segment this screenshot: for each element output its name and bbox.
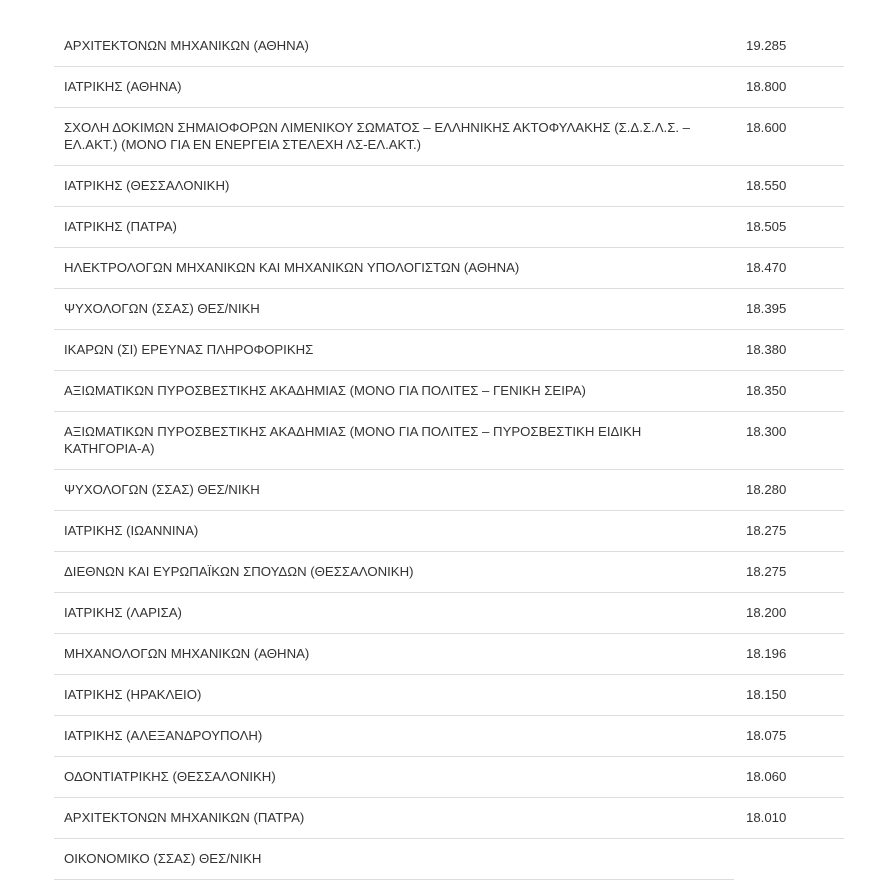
table-row — [54, 470, 844, 511]
score-value: 19.285 — [746, 38, 787, 53]
school-name: ΙΑΤΡΙΚΗΣ (ΙΩΑΝΝΙΝΑ) — [64, 523, 199, 538]
school-name: ΨΥΧΟΛΟΓΩΝ (ΣΣΑΣ) ΘΕΣ/ΝΙΚΗ — [64, 301, 260, 316]
score-value: 18.380 — [746, 342, 787, 357]
table-row — [54, 289, 844, 330]
table-row — [54, 248, 844, 289]
score-value: 18.280 — [746, 482, 787, 497]
scores-table-body — [54, 26, 844, 880]
table-row — [54, 166, 844, 207]
school-name: ΟΙΚΟΝΟΜΙΚΟ (ΣΣΑΣ) ΘΕΣ/ΝΙΚΗ — [54, 839, 734, 880]
score-value: 18.275 — [746, 564, 787, 579]
table-row — [54, 330, 844, 371]
table-row — [54, 371, 844, 412]
table-row — [54, 675, 844, 716]
table-row — [54, 412, 844, 470]
table-row — [54, 716, 844, 757]
table-row — [54, 108, 844, 166]
score-value: 18.800 — [746, 79, 787, 94]
table-row — [54, 67, 844, 108]
school-name: ΜΗΧΑΝΟΛΟΓΩΝ ΜΗΧΑΝΙΚΩΝ (ΑΘΗΝΑ) — [64, 646, 310, 661]
score-value: 18.550 — [746, 178, 787, 193]
school-name: ΨΥΧΟΛΟΓΩΝ (ΣΣΑΣ) ΘΕΣ/ΝΙΚΗ — [64, 482, 260, 497]
scores-table-container — [54, 26, 844, 880]
table-row — [54, 839, 844, 880]
school-name: ΑΡΧΙΤΕΚΤΟΝΩΝ ΜΗΧΑΝΙΚΩΝ (ΠΑΤΡΑ) — [64, 810, 305, 825]
school-name: ΔΙΕΘΝΩΝ ΚΑΙ ΕΥΡΩΠΑΪΚΩΝ ΣΠΟΥΔΩΝ (ΘΕΣΣΑΛΟΝΙΚΗ) — [64, 564, 414, 579]
school-name: ΣΧΟΛΗ ΔΟΚΙΜΩΝ ΣΗΜΑΙΟΦΟΡΩΝ ΛΙΜΕΝΙΚΟΥ ΣΩΜΑΤΟΣ – ΕΛΛΗΝΙΚΗΣ ΑΚΤΟΦΥΛΑΚΗΣ (Σ.Δ.Σ.Λ.Σ. – ΕΛ.ΑΚΤ.) (ΜΟΝΟ ΓΙΑ ΕΝ ΕΝΕΡΓΕΙΑ ΣΤΕΛΕΧΗ ΛΣ-ΕΛ.ΑΚΤ.) — [64, 120, 691, 152]
score-value: 18.275 — [746, 523, 787, 538]
score-value: 18.600 — [746, 120, 787, 135]
school-name: ΙΚΑΡΩΝ (ΣΙ) ΕΡΕΥΝΑΣ ΠΛΗΡΟΦΟΡΙΚΗΣ — [64, 342, 314, 357]
score-value: 18.075 — [746, 728, 787, 743]
table-row — [54, 511, 844, 552]
school-name: ΑΞΙΩΜΑΤΙΚΩΝ ΠΥΡΟΣΒΕΣΤΙΚΗΣ ΑΚΑΔΗΜΙΑΣ (ΜΟΝΟ ΓΙΑ ΠΟΛΙΤΕΣ – ΠΥΡΟΣΒΕΣΤΙΚΗ ΕΙΔΙΚΗ ΚΑΤΗΓΟΡΙΑ-Α) — [64, 424, 642, 456]
score-value: 18.150 — [746, 687, 787, 702]
table-row — [54, 552, 844, 593]
score-value: 18.010 — [746, 810, 787, 825]
score-value: 18.505 — [746, 219, 787, 234]
school-name: ΙΑΤΡΙΚΗΣ (ΠΑΤΡΑ) — [64, 219, 177, 234]
score-value: 18.470 — [746, 260, 787, 275]
table-row — [54, 26, 844, 67]
scores-table — [54, 26, 844, 880]
score-value: 18.395 — [746, 301, 787, 316]
school-name: ΙΑΤΡΙΚΗΣ (ΛΑΡΙΣΑ) — [64, 605, 182, 620]
school-name: ΙΑΤΡΙΚΗΣ (ΑΛΕΞΑΝΔΡΟΥΠΟΛΗ) — [64, 728, 263, 743]
school-name: ΑΡΧΙΤΕΚΤΟΝΩΝ ΜΗΧΑΝΙΚΩΝ (ΑΘΗΝΑ) — [64, 38, 309, 53]
school-name: ΟΔΟΝΤΙΑΤΡΙΚΗΣ (ΘΕΣΣΑΛΟΝΙΚΗ) — [64, 769, 276, 784]
score-value: 18.196 — [746, 646, 787, 661]
score-value — [734, 839, 844, 880]
table-row — [54, 798, 844, 839]
score-value: 18.200 — [746, 605, 787, 620]
table-row — [54, 593, 844, 634]
school-name: ΗΛΕΚΤΡΟΛΟΓΩΝ ΜΗΧΑΝΙΚΩΝ ΚΑΙ ΜΗΧΑΝΙΚΩΝ ΥΠΟΛΟΓΙΣΤΩΝ (ΑΘΗΝΑ) — [64, 260, 520, 275]
school-name: ΙΑΤΡΙΚΗΣ (ΗΡΑΚΛΕΙΟ) — [64, 687, 202, 702]
score-value: 18.060 — [746, 769, 787, 784]
school-name: ΙΑΤΡΙΚΗΣ (ΘΕΣΣΑΛΟΝΙΚΗ) — [64, 178, 230, 193]
table-row — [54, 207, 844, 248]
table-row — [54, 757, 844, 798]
table-row — [54, 634, 844, 675]
school-name: ΙΑΤΡΙΚΗΣ (ΑΘΗΝΑ) — [64, 79, 182, 94]
score-value: 18.350 — [746, 383, 787, 398]
score-value: 18.300 — [746, 424, 787, 439]
school-name: ΑΞΙΩΜΑΤΙΚΩΝ ΠΥΡΟΣΒΕΣΤΙΚΗΣ ΑΚΑΔΗΜΙΑΣ (ΜΟΝΟ ΓΙΑ ΠΟΛΙΤΕΣ – ΓΕΝΙΚΗ ΣΕΙΡΑ) — [64, 383, 586, 398]
